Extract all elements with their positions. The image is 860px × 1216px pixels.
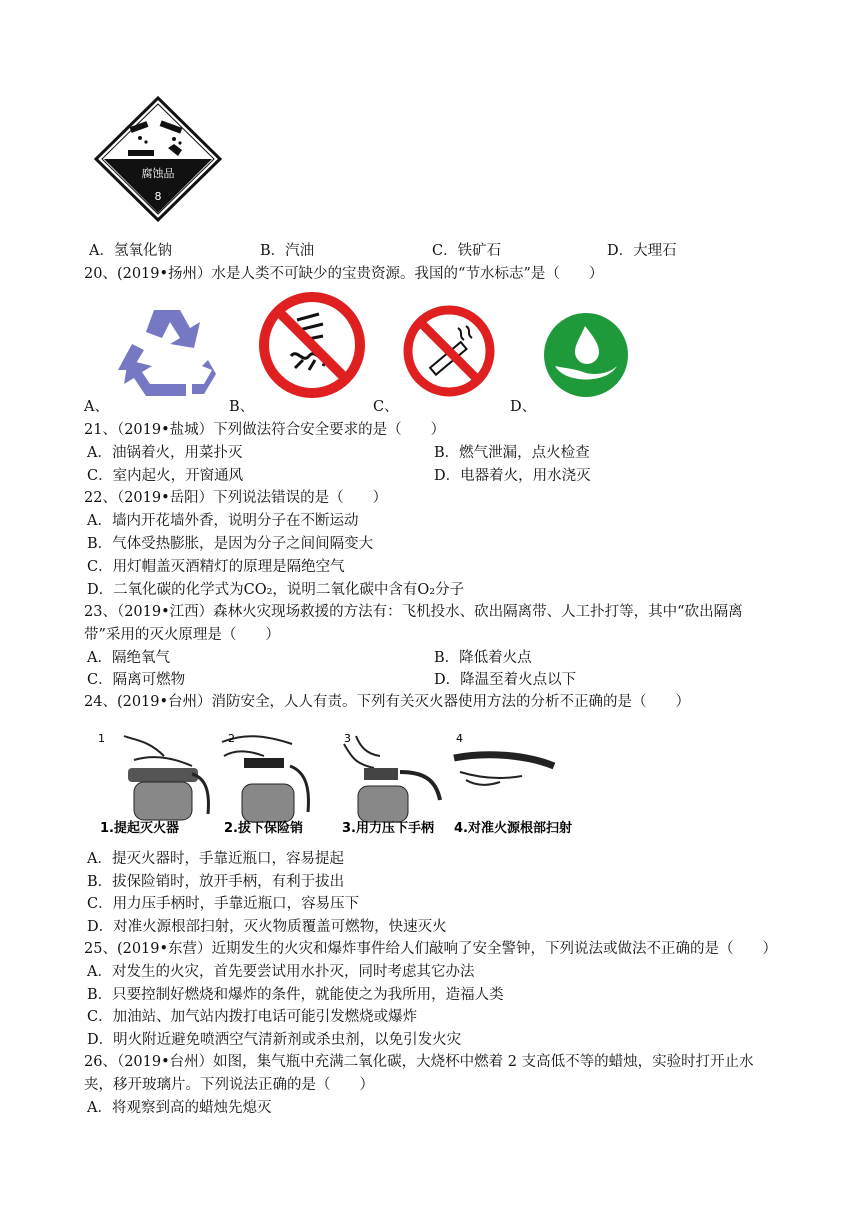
sign-label: 腐蚀品 bbox=[141, 167, 175, 180]
q24-stem: 24、(2019•台州）消防安全，人人有责。下列有关灭火器使用方法的分析不正确的是（ ） bbox=[84, 694, 691, 710]
q23-stem-line1: 23、（2019•江西）森林火灾现场救援的方法有：飞机投水、砍出隔离带、人工扑打等，其中“砍出隔离 bbox=[84, 604, 743, 620]
q24-option-a: A．提灭火器时，手靠近瓶口，容易提起 bbox=[87, 851, 344, 867]
q25-option-b: B．只要控制好燃烧和爆炸的条件，就能使之为我所用，造福人类 bbox=[87, 987, 504, 1003]
q25-option-a: A．对发生的火灾，首先要尝试用水扑灭，同时考虑其它办法 bbox=[87, 964, 475, 980]
q22-stem: 22、（2019•岳阳）下列说法错误的是（ ） bbox=[84, 490, 388, 506]
q25-option-d: D．明火附近避免喷洒空气清新剂或杀虫剂，以免引发火灾 bbox=[87, 1032, 462, 1048]
q21-option-b: B．燃气泄漏，点火检查 bbox=[434, 445, 590, 461]
step-4-illustration bbox=[454, 755, 554, 785]
step-4-caption: 4.对准火源根部扫射 bbox=[454, 821, 572, 836]
q21-option-c: C．室内起火，开窗通风 bbox=[87, 468, 244, 484]
step-3-number: 3 bbox=[344, 732, 351, 745]
step-1-number: 1 bbox=[98, 732, 105, 745]
q21-stem: 21、（2019•盐城）下列做法符合安全要求的是（ ） bbox=[84, 422, 446, 438]
q23-option-b: B．降低着火点 bbox=[434, 650, 532, 666]
q19-option-c: C．铁矿石 bbox=[432, 243, 502, 259]
q22-option-b: B．气体受热膨胀，是因为分子之间间隔变大 bbox=[87, 536, 374, 552]
extinguisher-steps-figure bbox=[94, 728, 594, 840]
step-2-number: 2 bbox=[228, 732, 235, 745]
step-4-number: 4 bbox=[456, 732, 463, 745]
q20-label-c: C、 bbox=[373, 399, 399, 415]
q21-option-a: A．油锅着火，用菜扑灭 bbox=[87, 445, 243, 461]
q20-label-d: D、 bbox=[510, 399, 537, 415]
q23-stem-line2: 带”采用的灭火原理是（ ） bbox=[84, 627, 280, 643]
corrosive-hazard-sign bbox=[94, 96, 222, 222]
q19-option-a: A．氢氧化钠 bbox=[89, 243, 172, 259]
q19-option-d: D．大理石 bbox=[607, 243, 677, 259]
q24-option-b: B．拔保险销时，放开手柄，有利于拔出 bbox=[87, 874, 345, 890]
q20-stem: 20、(2019•扬州）水是人类不可缺少的宝贵资源。我国的“节水标志”是（ ） bbox=[84, 266, 604, 282]
step-1-caption: 1.提起灭火器 bbox=[100, 821, 179, 836]
q22-option-c: C．用灯帽盖灭酒精灯的原理是隔绝空气 bbox=[87, 559, 345, 575]
step-2-caption: 2.拔下保险销 bbox=[224, 821, 303, 836]
step-2-illustration bbox=[222, 736, 308, 822]
step-1-illustration bbox=[124, 736, 208, 820]
recycle-icon bbox=[116, 304, 220, 400]
q25-stem: 25、(2019•东营）近期发生的火灾和爆炸事件给人们敲响了安全警钟，下列说法或做法不正确的是（ ） bbox=[84, 941, 778, 957]
q19-option-b: B．汽油 bbox=[260, 243, 315, 259]
q26-stem-line2: 夹，移开玻璃片。下列说法正确的是（ ） bbox=[84, 1077, 374, 1093]
q22-option-a: A．墙内开花墙外香，说明分子在不断运动 bbox=[87, 513, 359, 529]
q22-option-d: D．二氧化碳的化学式为CO₂，说明二氧化碳中含有O₂分子 bbox=[87, 582, 465, 598]
q23-option-a: A．隔绝氧气 bbox=[87, 650, 170, 666]
no-littering-icon bbox=[257, 290, 367, 400]
q26-option-a: A．将观察到高的蜡烛先熄灭 bbox=[87, 1100, 272, 1116]
q26-stem-line1: 26、（2019•台州）如图，集气瓶中充满二氧化碳，大烧杯中燃着 2 支高低不等的蜡烛，实验时打开止水 bbox=[84, 1054, 754, 1070]
q24-option-c: C．用力压手柄时，手靠近瓶口，容易压下 bbox=[87, 896, 360, 912]
step-3-caption: 3.用力压下手柄 bbox=[342, 821, 434, 836]
q20-label-b: B、 bbox=[229, 399, 255, 415]
q23-option-d: D．降温至着火点以下 bbox=[434, 672, 577, 688]
sign-number: 8 bbox=[154, 190, 162, 203]
q24-option-d: D．对准火源根部扫射，灭火物质覆盖可燃物，快速灭火 bbox=[87, 919, 447, 935]
step-3-illustration bbox=[344, 736, 440, 822]
no-smoking-icon bbox=[402, 304, 496, 398]
q25-option-c: C．加油站、加气站内拨打电话可能引发燃烧或爆炸 bbox=[87, 1009, 418, 1025]
water-saving-icon bbox=[543, 312, 629, 398]
q21-option-d: D．电器着火，用水浇灭 bbox=[434, 468, 591, 484]
q20-label-a: A、 bbox=[84, 399, 109, 415]
q23-option-c: C．隔离可燃物 bbox=[87, 672, 186, 688]
